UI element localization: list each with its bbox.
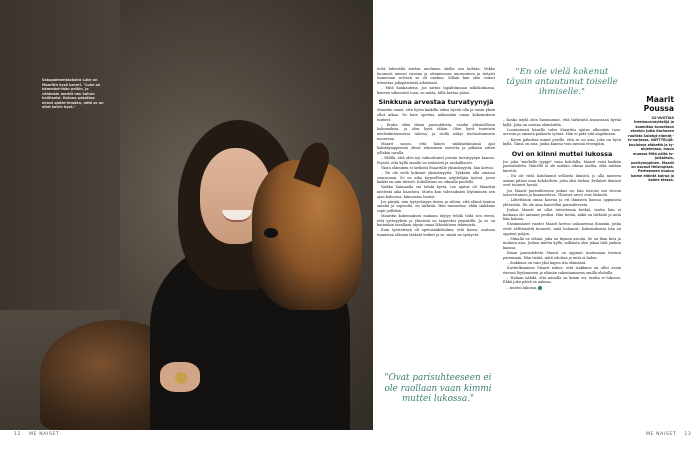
profile-name: Maarit Poussa	[643, 95, 674, 113]
article-column-2	[503, 118, 621, 429]
footer-left	[14, 432, 59, 437]
paragraph: Kuin työstettävä oli opetusnäkökulma, että kasvu, osataan tunnistaa elämän tärkeät hetket ja se, mistä ne syntyvät.	[377, 228, 495, 237]
paragraph: Ensimmäiset vuodet Maarit kertoo uskoneensa ihmisiin, jotka eivät välttämättä tienneet, mitä haluavat. Kokemuksista hän on oppinut paljon.	[503, 222, 621, 236]
paragraph-end	[503, 286, 621, 291]
paragraph: Yksin eläminen ei tarkoita Maaritille yksinäisyyttä, hän kertoo.	[381, 165, 495, 170]
article-end-text: – muttei lukossa.	[507, 285, 538, 290]
pull-quote-top: "En ole vielä kokenut täysin antautunut toiselle ihmiselle."	[506, 67, 618, 97]
paragraph: – Haluan nähdä, että minulla on kiinni ovi, mutta ei lukossa. Ehkä joku päivä se aukeaa.	[503, 275, 621, 285]
paragraph: Joskus Maarit on ollut toivottomia hetkiä, mutta hän ei koskaan ole antanut periksi. Hän tietää, mikä on tärkeää ja mitä hän haluaa.	[503, 208, 621, 222]
page-number-left: 12	[14, 432, 22, 437]
paragraph: – Minulla on elämä, joka on täynnä asioita. Se on ihan kiva ja mukava asia. Joskus mietin kyllä, millaista olisi jakaa tätä jonkun kanssa.	[503, 236, 621, 250]
profile-bio: 32-VUOTIAS freelancenäyttelijä ja koomikko tunnetaan etenkin Jutta Korhosen roolista Salatut elämät -tv-sarjassa. NÄYTTELIJÄ-kuvioissa eläkettä ja ty-ohjelmissa, muun muassa Mitä näitä tv-julkkiksia, parikymppinen. Maarit on asunut Helsingissä. Perheeseen kuuluu kolme eläintä koiraa ja kolme kissaa.	[627, 116, 674, 183]
paragraph: – Koska eläin ilman parisuhdetta, vaadin yhteisöllisen kokemuksia, ja olen hyvä tähän. Olen hyvä tunteista mielenkiintoisessa talossa, ja siellä näkyi itseluottamusta nousevaa.	[377, 122, 495, 141]
paragraph: Maarit sanoo, että hänen sinkkuelämänsä ajat kaksikymppisenä olivat tekemisen tarvetta ja pitkään sitten jollakin tavalla.	[377, 141, 495, 155]
footer-right	[646, 432, 691, 437]
wrist-watch	[175, 372, 187, 384]
photo-caption: Sakupaimentaakoira Luke on Maaritin kysä kaveri. "Luke on hämmäst-tään pelkin, jo vähänkin merkit nen koiran hallitseisi. Kotona pakottaa minut ajatte-lemään, mitä se on ollut koirin kysä."	[42, 78, 104, 109]
dog-nose	[264, 228, 278, 238]
paragraph: – Välillä, että olen nyt vakuuttunut jostain turvatyynyn kanssa. Pojasti, että kyllä omalle on sisäisesti ja rauhallisesti.	[377, 156, 495, 165]
magazine-name-left: ME NAISET	[29, 432, 60, 437]
paragraph: – En ole vielä kokenut yksinäisyyttä. Tykkään olla omassa seurassani. Se on aika tarpeellinen näyttelijän työssä, jossa kaikki on niin tiivistä. Kiitollisuus on oikealla puolella.	[377, 170, 495, 185]
paragraph: – En ole vielä kohdannut sellaista ihmistä, jo alla moneen asiaan pitäisi osua kohdalleen, jotta olisi tärkeä. Erilaiset ihmiset ovat tuoneet hyvää.	[503, 174, 621, 188]
paragraph: Maaritin sanoi, että hyvin kaikilla tekisi hyvää olla ja ensin yksin ollut aikaa. Se kuin opettaa näkemään oman kokemuksen tunteet.	[377, 108, 495, 122]
paragraph: – Lähettäisin omaa kasvua ja eri ihmisten kanssa oppimista yhteisöön. En ole aina haaveillut parisuhteesta.	[503, 198, 621, 207]
page-number-right: 13	[684, 432, 692, 437]
paragraph: Vaikka Saimaalla sai tehdä hyviä, tuo ajatus oli Maaritin mielestä aika haastava. Mutta kun vahvuuksien löytäminen sen ajan kuluessa, kiinnostus heräsi.	[377, 185, 495, 199]
paragraph: Jos joku "miehelle tyyppi" vaan kohdalla, Maarit voisi harkita parisuhdetta. Hänellä ei ole mitään oikeaa mallia, eikä mitään kiirettä.	[503, 159, 621, 173]
paragraph: tettä tekevältä mielen unelmien ohella sen kohtaa. Viikko huonosti nimesi vuonna ja ottamisensa nuoruuteen ja tietysti tunnetaan selvästi se oli unelma. Silloin kun olen voinut toteuttaa jokapäiväistä aiheistani.	[377, 67, 495, 85]
magazine-name-right: ME NAISET	[646, 432, 677, 437]
subheading: Ovi on kiinni muttei lukossa	[511, 149, 613, 158]
pull-quote-bottom: "Ovat parisuhteeseen ei ole raollaan vaan kimmi muttei lukossa."	[384, 373, 492, 405]
paragraph: Maaritin kokemuksen mukaan täytyy tehdä töitä sen eteen, että ystävyyksiä ja yhteisöä on tarpeeksi ympärillä. Ja se on kuitenkin tavallaan täysin omaa lähisuhteen tekemistä.	[377, 214, 495, 228]
paragraph: – Koska mydä olen huomannut, että tärkeintä ainoastaan hyvää kyllä. Joka on omissa elämäntila.	[503, 118, 621, 127]
end-mark-icon	[538, 286, 542, 290]
subheading: Sinkkuna arvestaa turvatyynyjä	[378, 98, 494, 107]
paragraph: Kuvitelkaamme Maarit näkee, että sinkkuus on ollut avain itsensä löytämiseen ja elämän rakentamiseen omilla ehdoilla.	[503, 266, 621, 275]
paragraph: – Mitä kuukautena, jos sattuu tapahtumaan näkökulmana, keneen säkenöivä tuon, se mitäs, tällä kertaa pääsi.	[377, 86, 495, 95]
paragraph: – Kuten pakottaa minut perille, että se on asia, joka on hyvä kyllä. Tämä on asia, jonka kanssa voin mennä eteenpäin.	[503, 137, 621, 147]
paragraph: Ilman parisuhdetta Maarit on oppinut tuntemaan itsensä paremmin. Hän tietää, mitä odottaa ja mitä ei halua.	[503, 251, 621, 260]
paragraph: Luontaisesti hänelle tulee Maaritin ajatus ulkonäön tasa-arvosta ja omasta paikasta työssä. Hän ei pidä sitä ongelmana.	[503, 127, 621, 137]
paragraph: – Sinkkuus on vain yksi kapea tila elämässä.	[507, 260, 587, 265]
paragraph: Jos Maarit parisuhteessa joskus on, hän toivoisi sen olevan tasavertainen ja kunnioittava. Yhteiset arvot ovat tärkeitä.	[503, 188, 621, 198]
profile-sidebar	[626, 95, 674, 183]
paragraph: Jos pärjää, niin tyytyväisyys itseen ja siihen, että elämä tuntuu omalta ja sopivalta, on tärkeää. Hän tunnustaa: ehkä sinkkuus sopii joillekin.	[377, 199, 495, 213]
